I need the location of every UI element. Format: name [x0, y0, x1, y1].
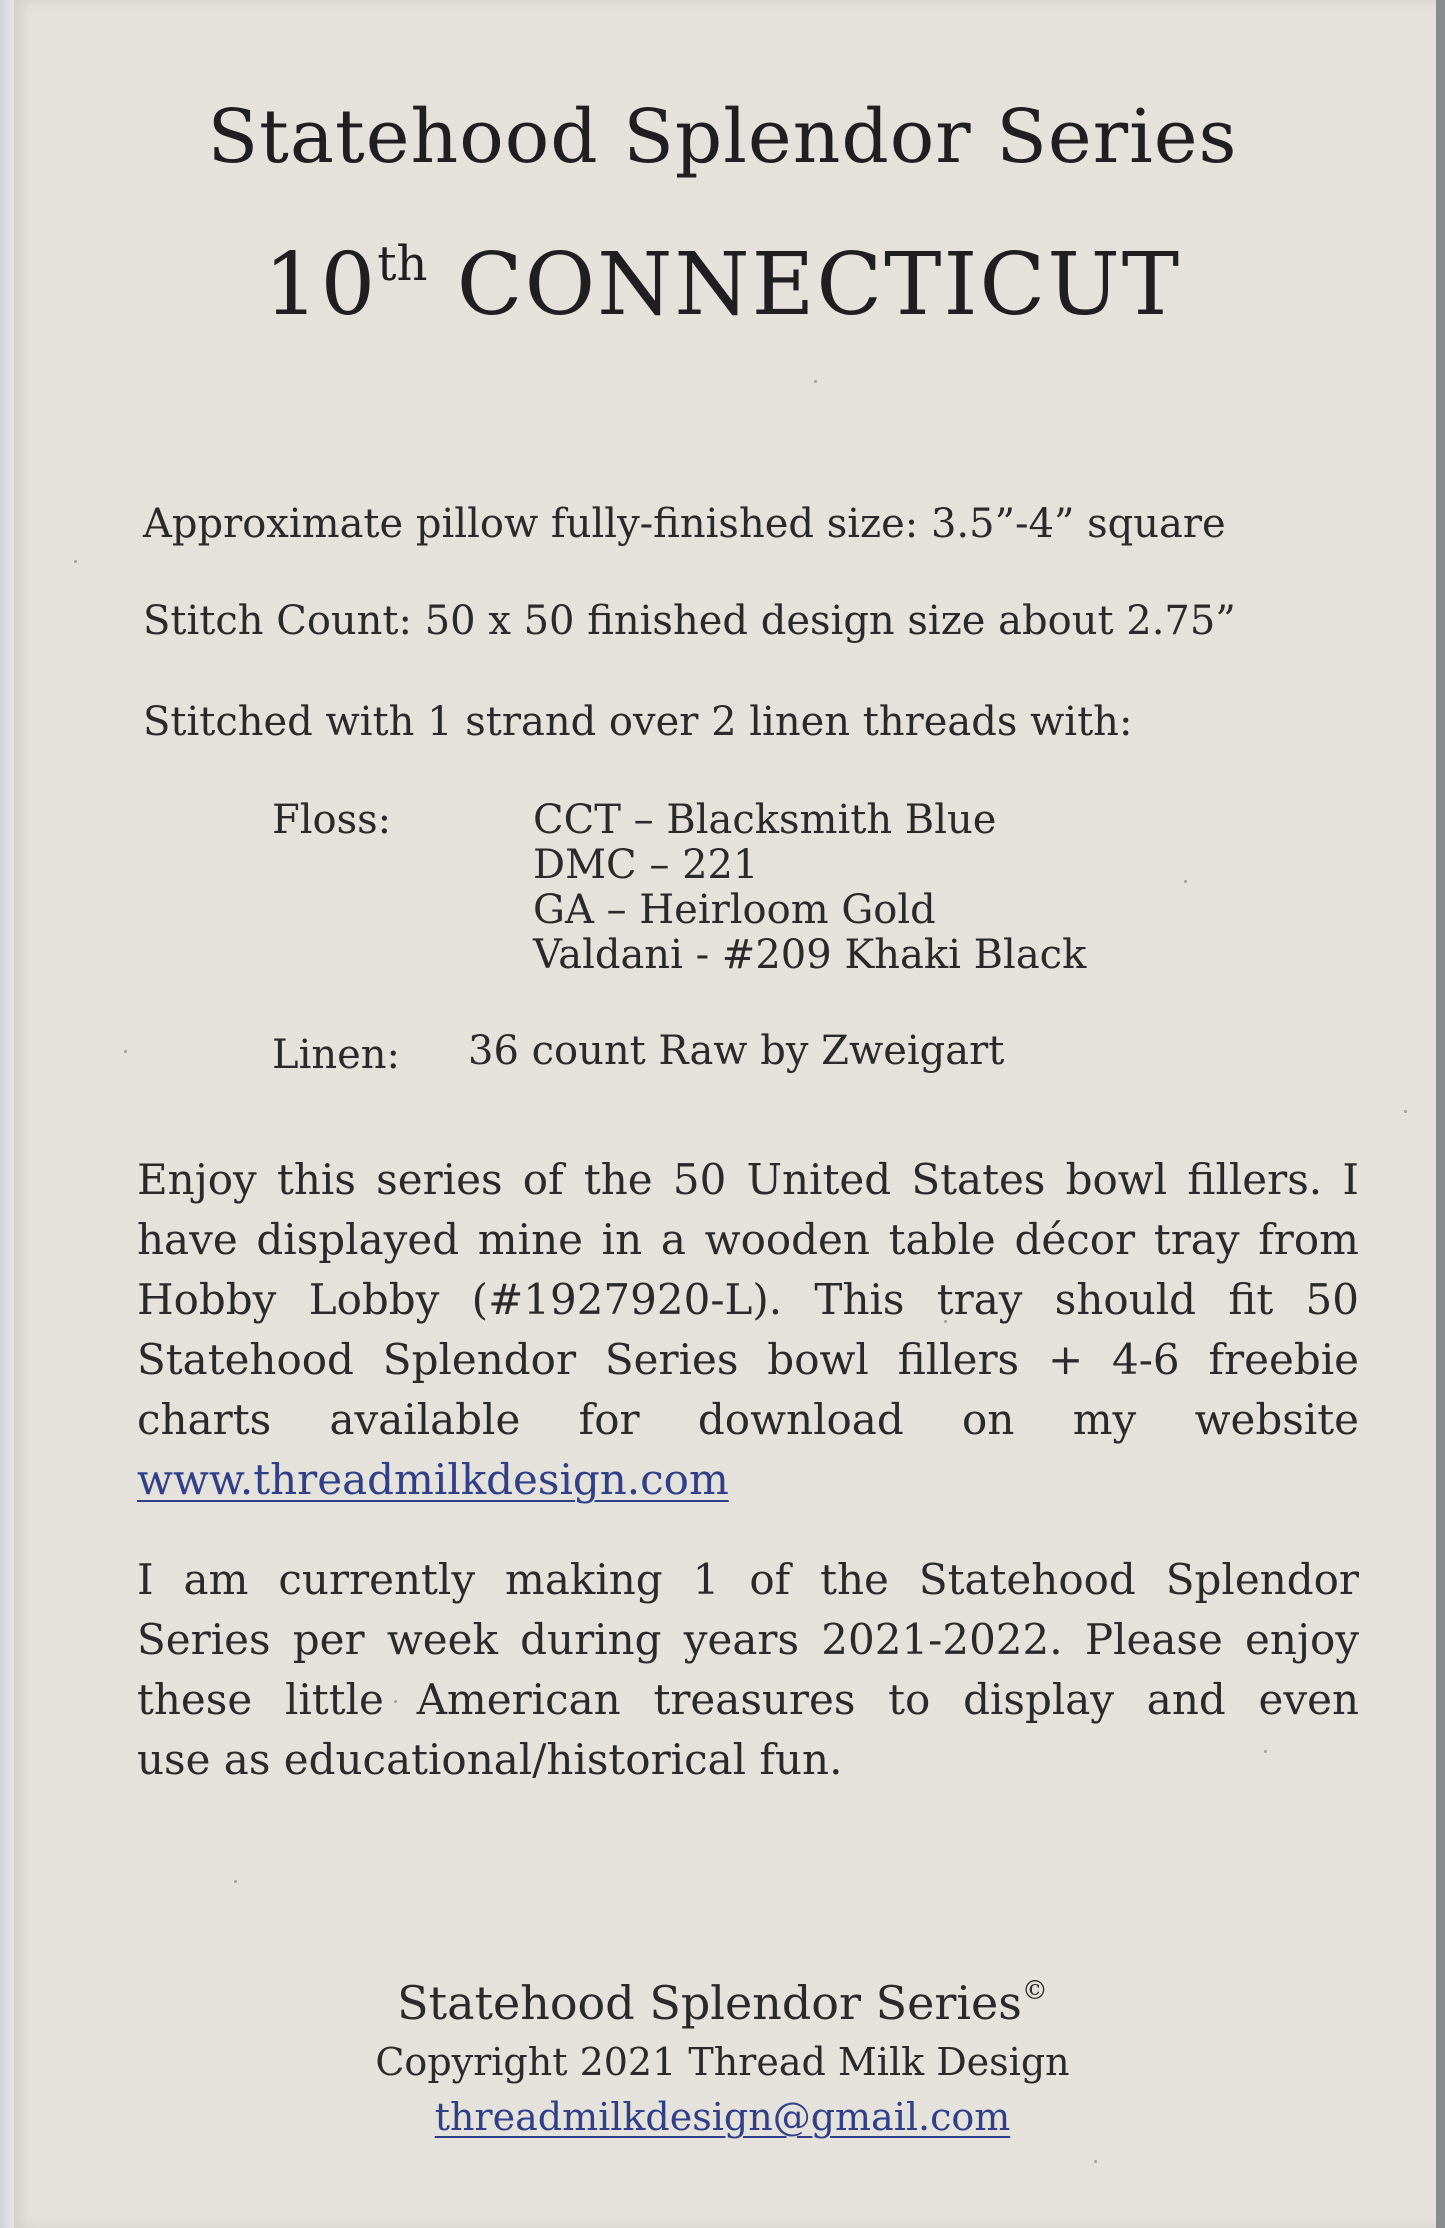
- paragraph-line: charts available for download on my website: [137, 1395, 1359, 1444]
- paragraph-line: Statehood Splendor Series bowl fillers + 4-6 freebie: [137, 1335, 1359, 1384]
- paper-speck: [124, 1050, 127, 1053]
- state-name: CONNECTICUT: [456, 235, 1182, 335]
- paper-speck: [1404, 1110, 1407, 1113]
- paragraph-line: Enjoy this series of the 50 United States bowl fillers. I: [137, 1155, 1359, 1204]
- paragraph-line: use as educational/historical fun.: [137, 1735, 843, 1784]
- email-line: [0, 2095, 1445, 2139]
- paragraph-line: these little American treasures to display and even: [137, 1675, 1359, 1724]
- series-paragraph: [137, 1550, 1359, 1790]
- state-title: [0, 235, 1445, 335]
- series-title: Statehood Splendor Series: [207, 94, 1238, 180]
- floss-item: CCT – Blacksmith Blue: [533, 797, 997, 843]
- copyright-line: Copyright 2021 Thread Milk Design: [375, 2040, 1070, 2084]
- description-paragraph: [137, 1150, 1359, 1510]
- floss-item: Valdani - #209 Khaki Black: [533, 932, 1087, 978]
- floss-list: [533, 798, 1086, 978]
- paper-speck: [74, 560, 77, 563]
- floss-item: DMC – 221: [533, 842, 759, 888]
- stitch-count-text: Stitch Count: 50 x 50 finished design size about 2.75”: [143, 598, 1236, 644]
- pillow-size-text: Approximate pillow fully-finished size: 3.5”-4” square: [143, 501, 1226, 547]
- stitched-with-text: Stitched with 1 strand over 2 linen threads with:: [143, 699, 1133, 745]
- email-link[interactable]: threadmilkdesign@gmail.com: [434, 2095, 1011, 2139]
- floss-label: Floss:: [272, 797, 392, 843]
- floss-item: GA – Heirloom Gold: [533, 887, 936, 933]
- linen-label: Linen:: [272, 1032, 401, 1078]
- footer-series-name: Statehood Splendor Series: [397, 1976, 1022, 2030]
- paragraph-line: have displayed mine in a wooden table décor tray from: [137, 1215, 1359, 1264]
- state-number-suffix: th: [377, 236, 428, 292]
- paragraph-line: Series per week during years 2021-2022. Please enjoy: [137, 1615, 1359, 1664]
- paper-speck: [1094, 2160, 1097, 2163]
- paper-speck: [1184, 880, 1187, 883]
- paragraph-line: Hobby Lobby (#1927920-L). This tray should fit 50: [137, 1275, 1359, 1324]
- footer-series-title: [0, 1976, 1445, 2030]
- copyright-symbol: ©: [1021, 1976, 1048, 2006]
- state-number: 10: [263, 235, 378, 335]
- paper-speck: [814, 380, 817, 383]
- paragraph-line: I am currently making 1 of the Statehood Splendor: [137, 1555, 1359, 1604]
- paper-speck: [234, 1880, 237, 1883]
- linen-value: 36 count Raw by Zweigart: [468, 1028, 1005, 1074]
- website-link[interactable]: www.threadmilkdesign.com: [137, 1455, 729, 1504]
